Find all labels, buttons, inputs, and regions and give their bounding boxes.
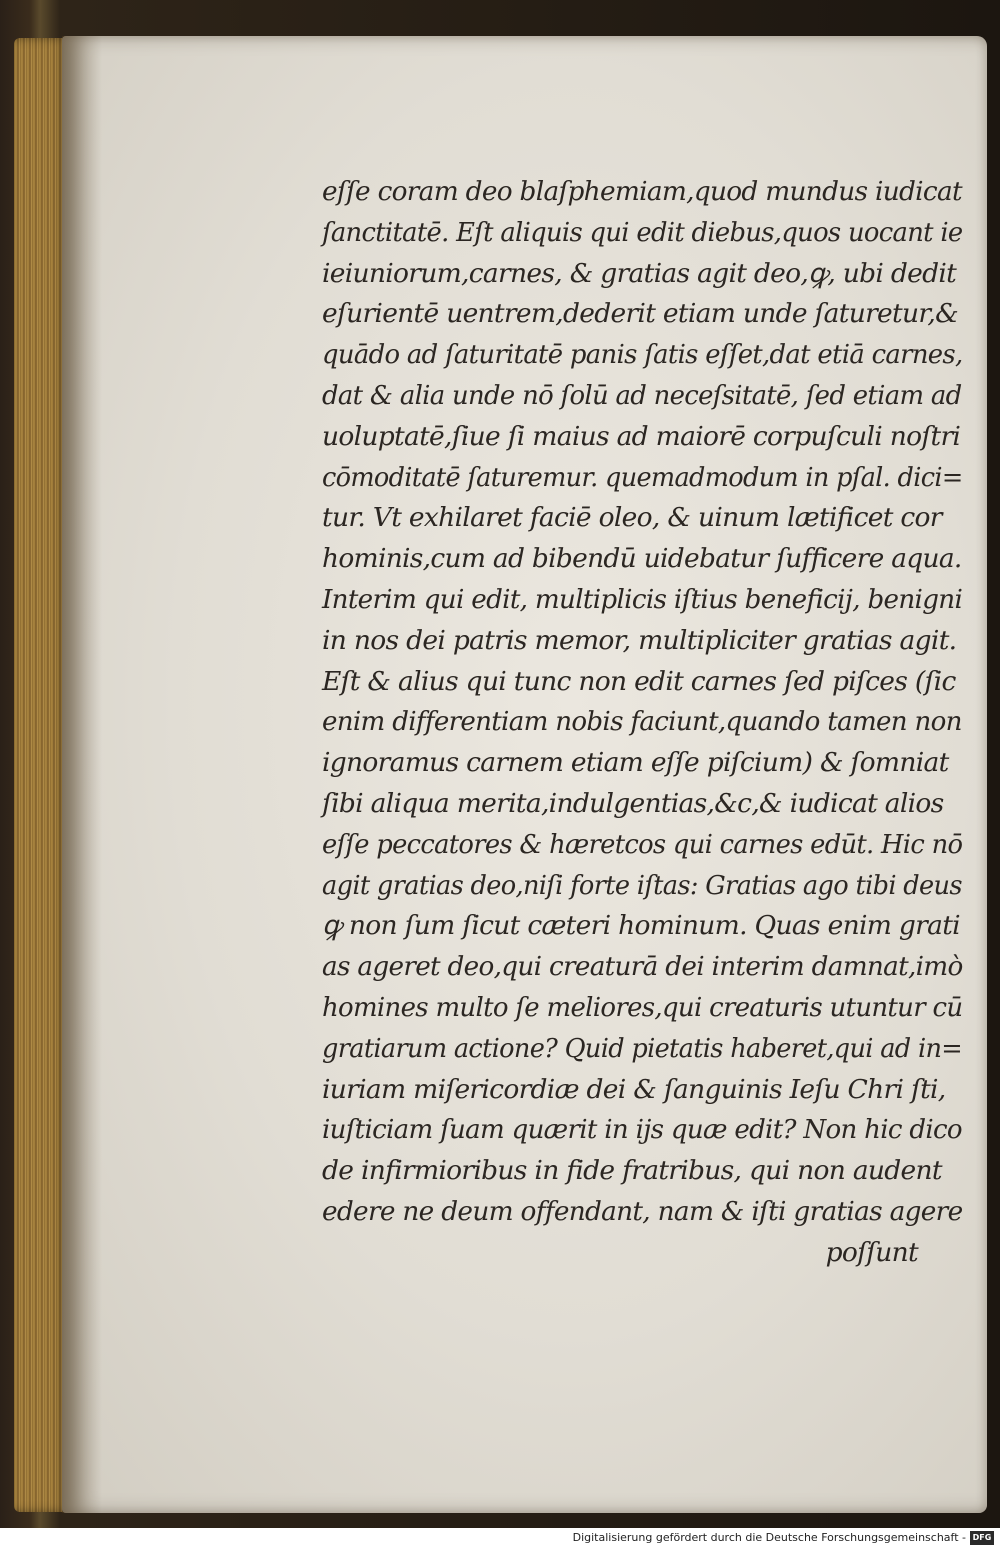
- text-line: eſſe peccatores & hæretcos qui carnes edūt. Hic nō: [322, 828, 963, 860]
- text-line: de infirmioribus in fide fratribus, qui non audent: [322, 1155, 942, 1187]
- text-line: iuſticiam ſuam quærit in ijs quæ edit? Non hic dico: [322, 1114, 962, 1146]
- text-line: eſurientē uentrem,dederit etiam unde ſaturetur,&: [322, 298, 959, 330]
- text-line: Interim qui edit, multiplicis iſtius beneficij, benigni: [322, 583, 963, 615]
- text-line: enim differentiam nobis faciunt,quando tamen non: [322, 706, 962, 738]
- text-line: hominis,cum ad bibendū uidebatur ſufficere aqua.: [322, 543, 962, 575]
- gutter-shadow: [62, 36, 102, 1513]
- catchword: poſſunt: [825, 1236, 918, 1268]
- text-line: in nos dei patris memor, multipliciter gratias agit.: [322, 624, 957, 656]
- text-line: ꝙ non ſum ſicut cæteri hominum. Quas enim grati: [322, 910, 960, 942]
- text-line: cōmoditatē ſaturemur. quemadmodum in pſal. dici=: [322, 461, 963, 493]
- footer-bar: [0, 1528, 1000, 1549]
- text-line: gratiarum actione? Quid pietatis haberet,qui ad in=: [322, 1032, 963, 1064]
- text-line: dat & alia unde nō ſolū ad neceſsitatē, ſed etiam ad: [322, 379, 962, 411]
- text-line: agit gratias deo,niſi forte iſtas: Gratias ago tibi deus: [322, 869, 962, 901]
- text-line: as ageret deo,qui creaturā dei interim damnat,imò: [322, 951, 963, 983]
- funding-credit: Digitalisierung gefördert durch die Deutsche Forschungsgemeinschaft -: [572, 1531, 966, 1544]
- body-text: [322, 172, 962, 1274]
- book-page-edges: [14, 38, 68, 1512]
- text-line: eſſe coram deo blaſphemiam,quod mundus iudicat: [322, 176, 962, 207]
- text-line: edere ne deum offendant, nam & iſti gratias agere: [322, 1195, 963, 1227]
- text-line: homines multo ſe meliores,qui creaturis utuntur cū: [322, 991, 963, 1023]
- text-line: quādo ad ſaturitatē panis ſatis eſſet,dat etiā carnes,: [322, 339, 963, 371]
- text-line: ſibi aliqua merita,indulgentias,&c,& iudicat alios: [322, 787, 944, 819]
- dfg-logo: DFG: [970, 1531, 994, 1545]
- text-line: iuriam miſericordiæ dei & ſanguinis Ieſu Chri ſti,: [322, 1073, 946, 1105]
- text-line: Eſt & alius qui tunc non edit carnes ſed piſces (ſic: [322, 665, 956, 697]
- text-line: uoluptatē,ſiue ſi maius ad maiorē corpuſculi noſtri: [322, 420, 961, 452]
- text-line: ignoramus carnem etiam eſſe piſcium) & ſomniat: [322, 747, 949, 779]
- text-line: ieiuniorum,carnes, & gratias agit deo,ꝙ, ubi dedit: [322, 257, 957, 289]
- text-line: tur. Vt exhilaret faciē oleo, & uinum lætificet cor: [322, 502, 942, 534]
- text-line: ſanctitatē. Eſt aliquis qui edit diebus,quos uocant ie: [322, 216, 963, 248]
